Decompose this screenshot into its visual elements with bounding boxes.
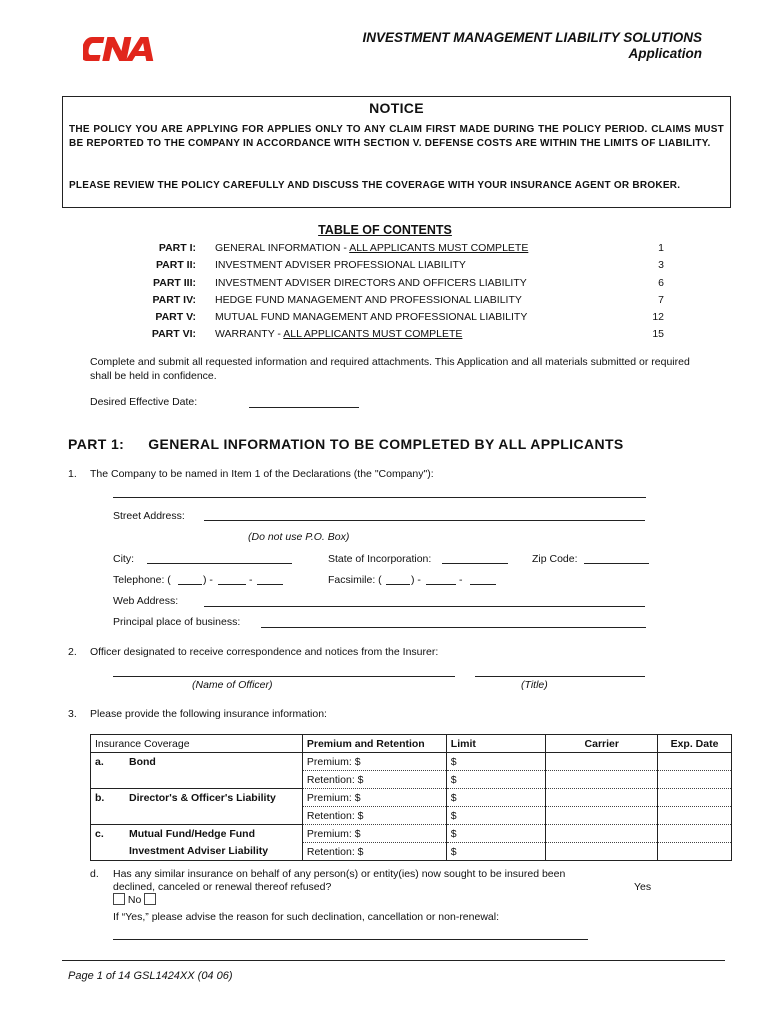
carrier-field[interactable] bbox=[546, 753, 658, 771]
effective-date-field[interactable] bbox=[249, 407, 359, 408]
notice-paragraph-1: THE POLICY YOU ARE APPLYING FOR APPLIES ONLY TO ANY CLAIM FIRST MADE DURING THE POLICY PERIOD. CLAIMS MUST BE REPORTED TO THE COMPANY IN ACCORDANCE WITH SECTION V. DEFENSE COSTS ARE WITHIN THE LIMITS OF LIABILITY. bbox=[69, 124, 724, 149]
q1-text: The Company to be named in Item 1 of the Declarations (the "Company"): bbox=[90, 468, 434, 480]
toc-description: INVESTMENT ADVISER DIRECTORS AND OFFICERS LIABILITY bbox=[215, 277, 527, 289]
toc-part: PART I: bbox=[158, 242, 196, 254]
qd-text-line2: declined, canceled or renewal thereof refused? bbox=[113, 881, 332, 893]
toc-part: PART VI: bbox=[151, 328, 196, 340]
carrier-field[interactable] bbox=[546, 789, 658, 807]
toc-row bbox=[0, 259, 770, 276]
yes-label: Yes bbox=[634, 881, 652, 893]
q3-text: Please provide the following insurance information: bbox=[90, 708, 327, 720]
yes-checkbox[interactable] bbox=[113, 893, 125, 905]
notice-paragraph-2: PLEASE REVIEW THE POLICY CAREFULLY AND DISCUSS THE COVERAGE WITH YOUR INSURANCE AGENT OR BROKER. bbox=[69, 180, 681, 191]
notice-box bbox=[62, 96, 731, 208]
notice-title: NOTICE bbox=[369, 100, 424, 116]
toc-part: PART V: bbox=[155, 311, 196, 323]
exp-date-field[interactable] bbox=[658, 753, 732, 771]
officer-title-caption: (Title) bbox=[521, 679, 548, 691]
toc-page: 12 bbox=[652, 311, 664, 323]
toc-row bbox=[0, 277, 770, 294]
limit-field[interactable]: $ bbox=[446, 771, 546, 789]
zip-field[interactable] bbox=[584, 563, 649, 564]
table-header-row bbox=[91, 735, 732, 753]
toc-part: PART III: bbox=[153, 277, 196, 289]
no-checkbox[interactable] bbox=[144, 893, 156, 905]
officer-title-field[interactable] bbox=[475, 676, 645, 677]
premium-field[interactable]: Premium: $ bbox=[302, 825, 446, 843]
retention-field[interactable]: Retention: $ bbox=[302, 771, 446, 789]
part1-heading: PART 1: GENERAL INFORMATION TO BE COMPLETED BY ALL APPLICANTS bbox=[68, 436, 624, 452]
q1-number: 1. bbox=[68, 468, 77, 480]
coverage-cell: Investment Adviser Liability bbox=[91, 843, 303, 861]
exp-date-field[interactable] bbox=[658, 789, 732, 807]
fax-dash: - bbox=[459, 574, 463, 586]
premium-field[interactable]: Premium: $ bbox=[302, 753, 446, 771]
principal-place-label: Principal place of business: bbox=[113, 616, 241, 628]
street-address-label: Street Address: bbox=[113, 510, 185, 522]
toc-page: 3 bbox=[658, 259, 664, 271]
premium-field[interactable]: Premium: $ bbox=[302, 789, 446, 807]
effective-date-label: Desired Effective Date: bbox=[90, 396, 198, 408]
q2-text: Officer designated to receive correspondence and notices from the Insurer: bbox=[90, 646, 439, 658]
declination-reason-field[interactable] bbox=[113, 939, 588, 940]
retention-field[interactable]: Retention: $ bbox=[302, 843, 446, 861]
officer-name-field[interactable] bbox=[113, 676, 455, 677]
retention-field[interactable]: Retention: $ bbox=[302, 807, 446, 825]
fax-prefix-field[interactable] bbox=[426, 584, 456, 585]
page-footer: Page 1 of 14 GSL1424XX (04 06) bbox=[68, 970, 233, 982]
toc-row bbox=[0, 328, 770, 345]
state-label: State of Incorporation: bbox=[328, 553, 432, 565]
qd-letter: d. bbox=[90, 868, 99, 880]
toc-page: 6 bbox=[658, 277, 664, 289]
table-row bbox=[91, 789, 732, 807]
exp-date-field[interactable] bbox=[658, 825, 732, 843]
table-row bbox=[91, 843, 732, 861]
intro-text: Complete and submit all requested information and required attachments. This Application and all materials submitted or required shall be held in confidence. bbox=[90, 356, 690, 382]
carrier-field[interactable] bbox=[546, 825, 658, 843]
qd-text-line1: Has any similar insurance on behalf of any person(s) or entity(ies) now sought to be insured been bbox=[113, 868, 566, 880]
telephone-prefix-field[interactable] bbox=[218, 584, 246, 585]
city-label: City: bbox=[113, 553, 134, 565]
limit-field[interactable]: $ bbox=[446, 807, 546, 825]
carrier-field[interactable] bbox=[546, 807, 658, 825]
column-header: Exp. Date bbox=[658, 735, 732, 753]
telephone-line-field[interactable] bbox=[257, 584, 283, 585]
toc-row bbox=[0, 242, 770, 259]
toc-part: PART IV: bbox=[152, 294, 196, 306]
web-address-label: Web Address: bbox=[113, 595, 179, 607]
toc-page: 7 bbox=[658, 294, 664, 306]
coverage-cell: c. Mutual Fund/Hedge Fund bbox=[91, 825, 303, 843]
fax-label: Facsimile: ( bbox=[328, 574, 382, 586]
column-header: Premium and Retention bbox=[302, 735, 446, 753]
telephone-area-field[interactable] bbox=[178, 584, 202, 585]
coverage-cell: a. Bond bbox=[91, 753, 303, 789]
fax-line-field[interactable] bbox=[470, 584, 496, 585]
insurance-table bbox=[90, 734, 732, 861]
fax-separator: ) - bbox=[411, 574, 421, 586]
company-name-field[interactable] bbox=[113, 497, 646, 498]
qd-if-yes-text: If “Yes,” please advise the reason for such declination, cancellation or non-renewal: bbox=[113, 911, 500, 923]
telephone-separator: ) - bbox=[203, 574, 213, 586]
toc-page: 15 bbox=[652, 328, 664, 340]
po-box-note: (Do not use P.O. Box) bbox=[248, 531, 350, 543]
q2-number: 2. bbox=[68, 646, 77, 658]
principal-place-field[interactable] bbox=[261, 627, 646, 628]
zip-label: Zip Code: bbox=[532, 553, 578, 565]
limit-field[interactable]: $ bbox=[446, 753, 546, 771]
table-row bbox=[91, 753, 732, 771]
toc-description: MUTUAL FUND MANAGEMENT AND PROFESSIONAL LIABILITY bbox=[215, 311, 528, 323]
limit-field[interactable]: $ bbox=[446, 843, 546, 861]
toc-part: PART II: bbox=[155, 259, 196, 271]
column-header: Carrier bbox=[546, 735, 658, 753]
exp-date-field[interactable] bbox=[658, 807, 732, 825]
document-title: INVESTMENT MANAGEMENT LIABILITY SOLUTIONS bbox=[362, 30, 702, 45]
limit-field[interactable]: $ bbox=[446, 825, 546, 843]
document-subtitle: Application bbox=[628, 46, 702, 61]
q3-number: 3. bbox=[68, 708, 77, 720]
limit-field[interactable]: $ bbox=[446, 789, 546, 807]
telephone-dash: - bbox=[249, 574, 253, 586]
toc-description: HEDGE FUND MANAGEMENT AND PROFESSIONAL LIABILITY bbox=[215, 294, 522, 306]
table-row bbox=[91, 825, 732, 843]
footer-divider bbox=[62, 960, 725, 961]
web-address-field[interactable] bbox=[204, 606, 645, 607]
carrier-field[interactable] bbox=[546, 771, 658, 789]
exp-date-field[interactable] bbox=[658, 843, 732, 861]
yes-no-options bbox=[113, 893, 156, 906]
toc-description: GENERAL INFORMATION - ALL APPLICANTS MUST COMPLETE bbox=[215, 242, 529, 254]
cna-logo bbox=[83, 34, 159, 64]
column-header: Limit bbox=[446, 735, 546, 753]
toc-description: WARRANTY - ALL APPLICANTS MUST COMPLETE bbox=[215, 328, 463, 340]
toc-row bbox=[0, 294, 770, 311]
city-field[interactable] bbox=[147, 563, 292, 564]
carrier-field[interactable] bbox=[546, 843, 658, 861]
exp-date-field[interactable] bbox=[658, 771, 732, 789]
coverage-cell: b. Director's & Officer's Liability bbox=[91, 789, 303, 825]
state-field[interactable] bbox=[442, 563, 508, 564]
telephone-label: Telephone: ( bbox=[113, 574, 171, 586]
officer-name-caption: (Name of Officer) bbox=[192, 679, 273, 691]
toc-row bbox=[0, 311, 770, 328]
fax-area-field[interactable] bbox=[386, 584, 410, 585]
no-label: No bbox=[127, 894, 142, 906]
toc-description: INVESTMENT ADVISER PROFESSIONAL LIABILITY bbox=[215, 259, 466, 271]
street-address-field[interactable] bbox=[204, 520, 645, 521]
toc-page: 1 bbox=[658, 242, 664, 254]
toc-title: TABLE OF CONTENTS bbox=[318, 223, 452, 237]
column-header: Insurance Coverage bbox=[91, 735, 303, 753]
